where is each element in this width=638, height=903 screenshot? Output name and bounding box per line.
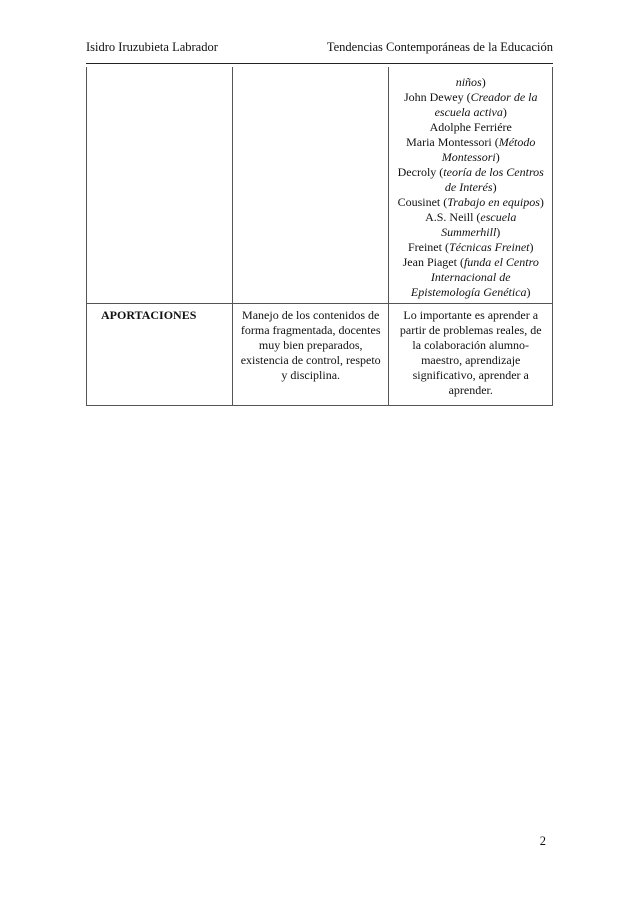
author-line-italic: escuela activa	[434, 105, 503, 119]
author-line-text: )	[496, 225, 501, 239]
author-line-italic: Trabajo en equipos	[447, 195, 540, 209]
traditional-line: existencia de control, respeto	[240, 353, 381, 367]
author-line-text: )	[502, 105, 507, 119]
header-author: Isidro Iruzubieta Labrador	[86, 40, 218, 54]
author-line	[392, 150, 549, 165]
author-line-italic: Método	[498, 135, 536, 149]
author-line-text: )	[495, 150, 500, 164]
new-school-contributions	[392, 308, 549, 398]
page-number: 2	[539, 834, 546, 848]
author-line-italic: Summerhill	[441, 225, 497, 239]
author-line-italic: Epistemología Genética	[410, 285, 527, 299]
new-school-line: aprender.	[448, 383, 493, 397]
author-line-italic: de Interés	[444, 180, 493, 194]
traditional-line: muy bien preparados,	[258, 338, 363, 352]
new-school-line: maestro, aprendizaje	[421, 353, 521, 367]
author-line	[392, 255, 549, 270]
author-line	[392, 270, 549, 285]
table-cell-authors	[389, 67, 553, 304]
traditional-line: forma fragmentada, docentes	[240, 323, 381, 337]
author-line-text: Decroly (	[397, 165, 444, 179]
author-line-italic: Montessori	[441, 150, 496, 164]
author-line-italic: escuela	[480, 210, 517, 224]
author-line	[392, 165, 549, 180]
new-school-line: partir de problemas reales, de	[399, 323, 542, 337]
author-line-italic: teoría de los Centros	[443, 165, 544, 179]
author-line	[392, 120, 549, 135]
author-line	[392, 285, 549, 300]
traditional-line: y disciplina.	[281, 368, 341, 382]
author-line-italic: Creador de la	[470, 90, 538, 104]
author-line	[392, 195, 549, 210]
author-line-text: Adolphe Ferriére	[429, 120, 512, 134]
author-line	[392, 75, 549, 90]
author-line-text: Maria Montessori (	[406, 135, 499, 149]
author-line-text: )	[529, 240, 534, 254]
author-line-text: )	[481, 75, 486, 89]
author-line-text: Cousinet (	[397, 195, 448, 209]
author-line	[392, 105, 549, 120]
author-line-text: Freinet (	[407, 240, 449, 254]
table-row	[87, 304, 553, 406]
author-line-text: Jean Piaget (	[402, 255, 464, 269]
author-line-text: )	[492, 180, 497, 194]
author-line	[392, 135, 549, 150]
header-title: Tendencias Contemporáneas de la Educación	[326, 40, 553, 54]
table-row	[87, 67, 553, 304]
table-cell-empty	[87, 67, 233, 304]
author-line-text: A.S. Neill (	[425, 210, 481, 224]
author-line	[392, 90, 549, 105]
header-rule	[86, 63, 553, 64]
new-school-line: la colaboración alumno-	[412, 338, 530, 352]
author-line	[392, 210, 549, 225]
comparison-table	[86, 67, 553, 406]
author-line	[392, 240, 549, 255]
author-line-italic: niños	[455, 75, 482, 89]
row-label: APORTACIONES	[87, 304, 233, 406]
traditional-line: Manejo de los contenidos de	[242, 308, 380, 322]
author-line	[392, 180, 549, 195]
author-line-text: John Dewey (	[403, 90, 471, 104]
table-cell-traditional	[232, 304, 389, 406]
table-cell-empty	[232, 67, 389, 304]
authors-list	[392, 75, 549, 300]
author-line-text: )	[539, 195, 544, 209]
author-line	[392, 225, 549, 240]
new-school-line: significativo, aprender a	[412, 368, 529, 382]
table-cell-new-school	[389, 304, 553, 406]
traditional-contributions	[236, 308, 386, 383]
author-line-italic: Internacional de	[430, 270, 511, 284]
author-line-text: )	[526, 285, 531, 299]
author-line-italic: funda el Centro	[463, 255, 539, 269]
author-line-italic: Técnicas Freinet	[448, 240, 530, 254]
new-school-line: Lo importante es aprender a	[403, 308, 539, 322]
